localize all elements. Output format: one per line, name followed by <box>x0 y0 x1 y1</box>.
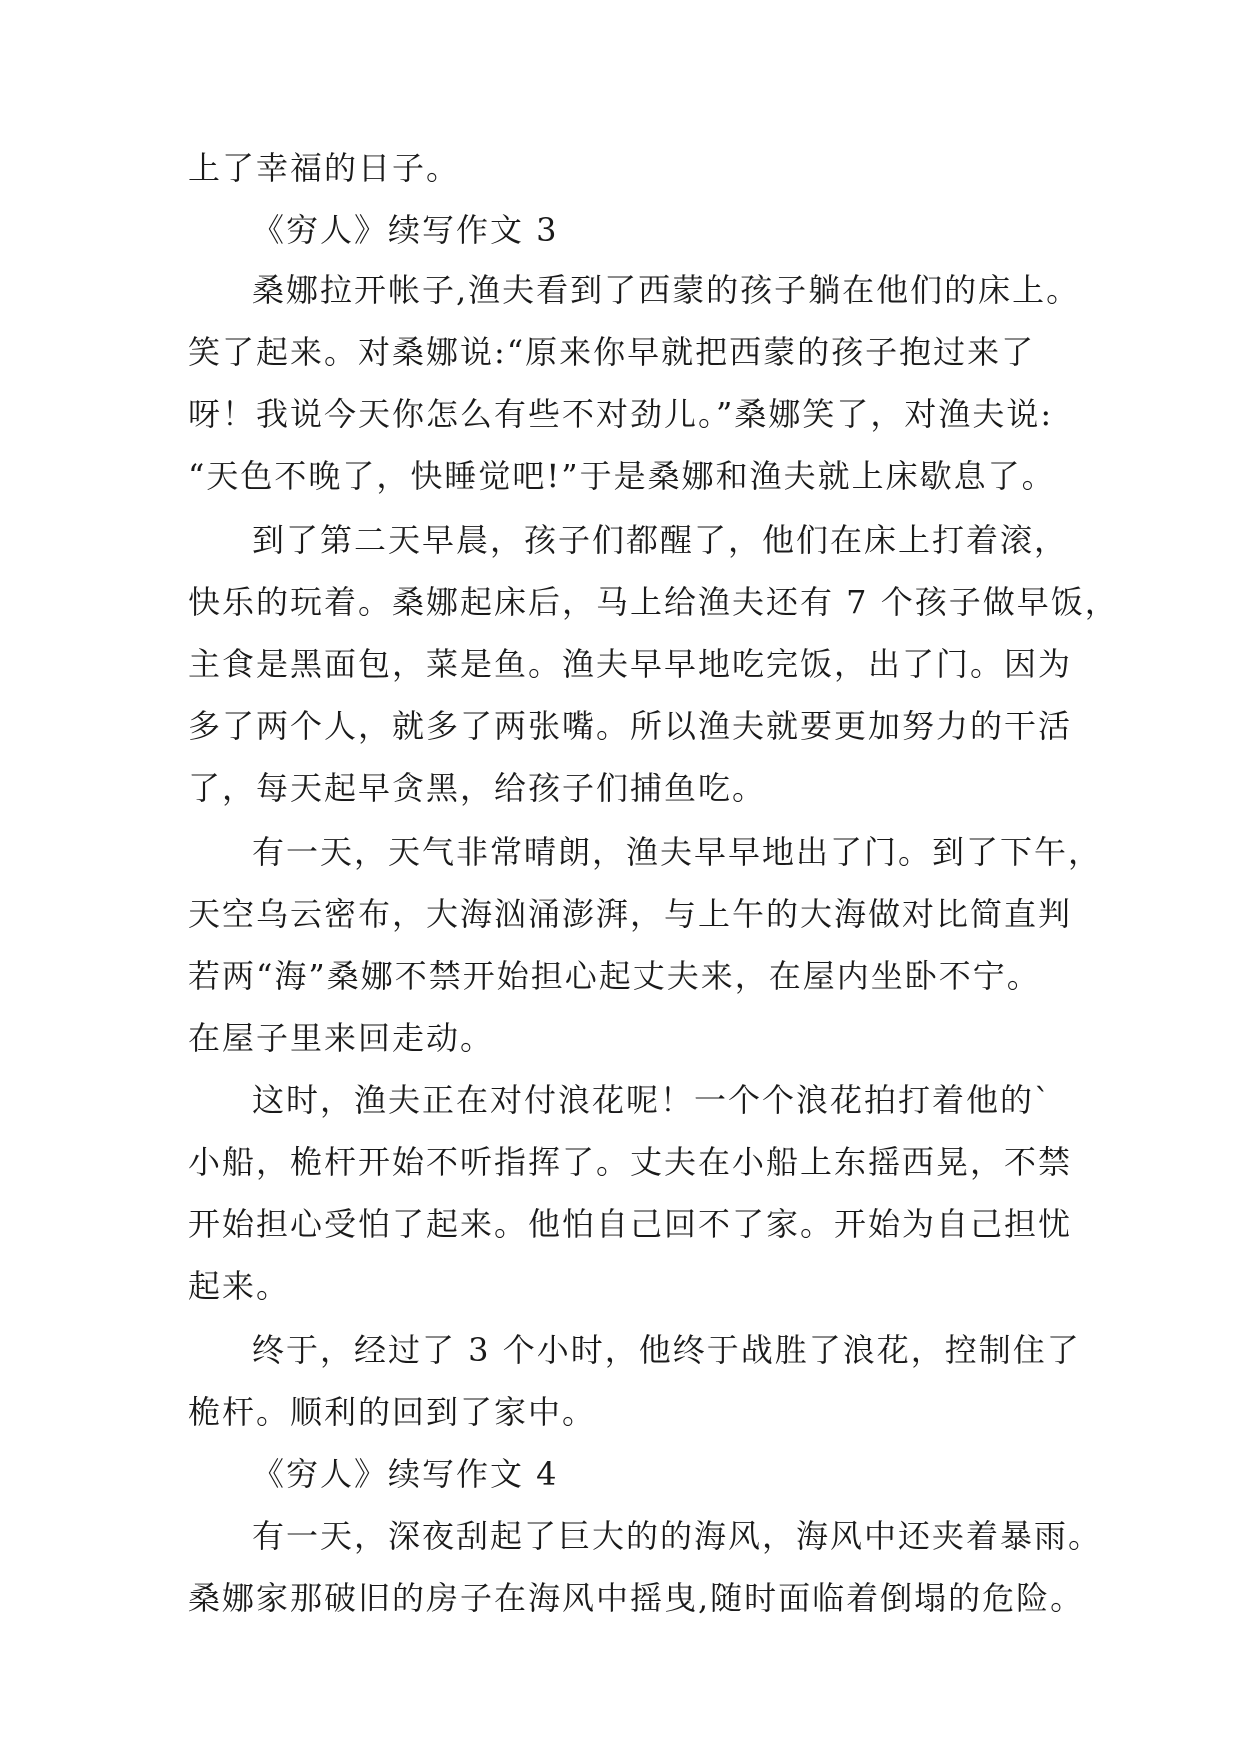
text-line: 起来。 <box>188 1267 291 1305</box>
text-line: 了，每天起早贪黑，给孩子们捕鱼吃。 <box>188 769 767 807</box>
text-line: 有一天，天气非常晴朗，渔夫早早地出了门。到了下午， <box>252 833 1103 871</box>
text-line: 桅杆。顺利的回到了家中。 <box>188 1393 597 1431</box>
text-line: 桑娜家那破旧的房子在海风中摇曳,随时面临着倒塌的危险。 <box>188 1579 1085 1617</box>
text-line: 这时，渔夫正在对付浪花呢！一个个浪花拍打着他的` <box>252 1081 1053 1119</box>
text-line: 终于，经过了 3 个小时，他终于战胜了浪花，控制住了 <box>252 1331 1081 1369</box>
section-heading: 《穷人》续写作文 4 <box>252 1455 559 1493</box>
text-line: 桑娜拉开帐子,渔夫看到了西蒙的孩子躺在他们的床上。 <box>252 271 1081 309</box>
text-line: 若两“海”桑娜不禁开始担心起丈夫来，在屋内坐卧不宁。 <box>188 957 1041 995</box>
text-line: 快乐的玩着。桑娜起床后，马上给渔夫还有 7 个孩子做早饭， <box>188 583 1119 621</box>
text-line: 开始担心受怕了起来。他怕自己回不了家。开始为自己担忧 <box>188 1205 1073 1243</box>
text-line: 有一天，深夜刮起了巨大的的海风，海风中还夹着暴雨。 <box>252 1517 1103 1555</box>
text-line: 笑了起来。对桑娜说:“原来你早就把西蒙的孩子抱过来了 <box>188 333 1036 371</box>
text-line: 主食是黑面包，菜是鱼。渔夫早早地吃完饭，出了门。因为 <box>188 645 1073 683</box>
text-line: 到了第二天早晨，孩子们都醒了，他们在床上打着滚， <box>252 521 1069 559</box>
text-line: 天空乌云密布，大海汹涌澎湃，与上午的大海做对比简直判 <box>188 895 1073 933</box>
text-line: 在屋子里来回走动。 <box>188 1019 495 1057</box>
text-line: “天色不晚了，快睡觉吧!”于是桑娜和渔夫就上床歇息了。 <box>188 457 1056 495</box>
text-line: 多了两个人，就多了两张嘴。所以渔夫就要更加努力的干活 <box>188 707 1073 745</box>
section-heading: 《穷人》续写作文 3 <box>252 211 559 249</box>
text-line: 呀！我说今天你怎么有些不对劲儿。”桑娜笑了，对渔夫说: <box>188 395 1054 433</box>
text-line: 小船，桅杆开始不听指挥了。丈夫在小船上东摇西晃，不禁 <box>188 1143 1073 1181</box>
text-line: 上了幸福的日子。 <box>188 149 461 187</box>
